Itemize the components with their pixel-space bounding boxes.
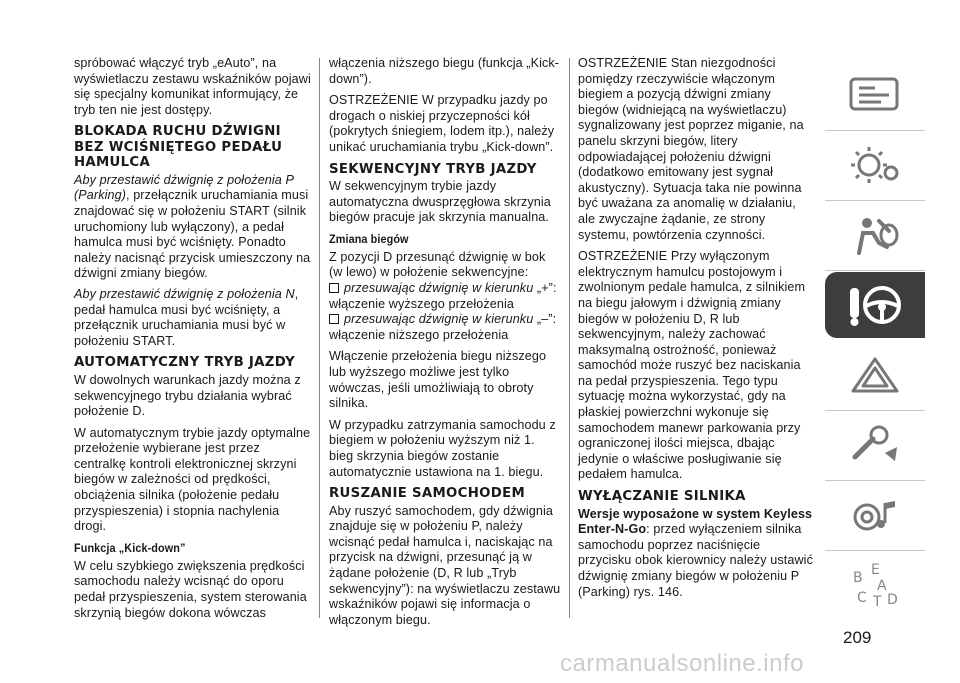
section-heading: WYŁĄCZANIE SILNIKA: [578, 489, 746, 505]
paragraph: Włączenie przełożenia biegu niższego lub wyższego możliwe jest tylko wówczas, jeśli umożliwiają to obroty silnika.: [329, 349, 547, 411]
page-number: 209: [843, 628, 872, 647]
safety-airbag-icon: [845, 213, 905, 257]
tab-emergency[interactable]: [825, 342, 925, 408]
svg-text:C: C: [857, 590, 867, 606]
paragraph-text: , przełącznik uruchamiania musi znajdować się w położeniu START (silnik uruchomiony lub wyłączony), a pedał hamulca musi być wciśnięty. Ponadto należy nacisnąć przycisk umieszczony na dźwigni zmiany biegów.: [74, 188, 311, 281]
italic-text: Aby przestawić dźwignię z położenia N: [74, 287, 295, 302]
tab-maintenance[interactable]: [825, 412, 925, 478]
paragraph: [578, 507, 814, 601]
paragraph: [74, 287, 312, 349]
svg-text:A: A: [877, 578, 887, 594]
bullet-item: [329, 312, 561, 343]
svg-text:T: T: [873, 594, 882, 610]
warning-paragraph: OSTRZEŻENIE Przy wyłączonym elektrycznym hamulcu postojowym i zwolnionym pedale hamulca, z silnikiem na biegu jałowym i dźwignią zmiany biegów w położeniu D, R lub sekwencyjnym, należy zachować maksymalną ostrożność, ponieważ samochód może ruszyć bez naciskania na pedał przyspieszenia. Tego typu sytuację można wykorzystać, gdy na płaskiej powierzchni wykonuje się samochodem manewr parkowania przy ograniczonej ilości miejsca, dbając jedynie o właściwe posługiwanie się pedałem hamulca.: [578, 249, 806, 482]
tab-multimedia[interactable]: [825, 482, 925, 548]
tab-starting-driving[interactable]: [825, 272, 925, 338]
paragraph: W przypadku zatrzymania samochodu z biegiem w położeniu wyższym niż 1. bieg skrzynia biegów zostanie automatycznie ustawiona na 1. biegu.: [329, 417, 556, 479]
paragraph: W dowolnych warunkach jazdy można z sekwencyjnego trybu działania wybrać położenie D.: [74, 372, 301, 419]
multimedia-icon: [845, 493, 905, 537]
tab-separator: [825, 200, 925, 201]
svg-text:B: B: [853, 570, 863, 586]
paragraph: [74, 173, 312, 282]
column-divider: [319, 58, 320, 618]
section-heading: SEKWENCYJNY TRYB JAZDY: [329, 161, 537, 177]
subsection-heading: Zmiana biegów: [329, 231, 409, 246]
tab-separator: [825, 410, 925, 411]
text-column-1: [74, 56, 312, 627]
section-heading: RUSZANIE SAMOCHODEM: [329, 486, 525, 502]
paragraph: W automatycznym trybie jazdy optymalne przełożenie wybierane jest przez centralkę kontroli elektronicznej skrzyni biegów w zależności od prędkości, obciążenia silnika (położenie pedału przyspieszenia) i stopnia nachylenia drogi.: [74, 425, 311, 534]
paragraph: W sekwencyjnym trybie jazdy automatyczna dwusprzęgłowa skrzynia biegów pracuje jak skrzynia manualna.: [329, 179, 551, 225]
steering-wheel-key-icon: [840, 280, 910, 330]
italic-text: przesuwając dźwignię w kierunku: [344, 312, 534, 327]
text-column-2: [329, 56, 561, 634]
tab-lights[interactable]: [825, 132, 925, 198]
warning-emergency-icon: [845, 353, 905, 397]
column-divider: [569, 58, 570, 618]
paragraph: Aby ruszyć samochodem, gdy dźwignia znajduje się w położeniu P, należy wcisnąć pedał hamulca i, naciskając na przycisk na dźwigni, przesunąć ją w żądane położenie (D, R lub „Tryb sekwencyjny”): na wyświetlaczu zestawu wskaźników pojawi się informacja o włączonym biegu.: [329, 503, 561, 627]
watermark: carmanualsonline.info: [560, 650, 804, 677]
bullet-symbol: „+”:: [533, 281, 557, 296]
svg-text:D: D: [887, 592, 898, 608]
bold-text: Wersje wyposażone w system Keyless Enter-N-Go: [578, 506, 813, 537]
dashboard-info-icon: [845, 73, 905, 117]
square-bullet-icon: [329, 314, 339, 324]
section-heading: AUTOMATYCZNY TRYB JAZDY: [74, 355, 296, 371]
italic-text: przesuwając dźwignię w kierunku: [344, 281, 534, 296]
paragraph: W celu szybkiego zwiększenia prędkości samochodu należy wcisnąć do oporu pedał przyspieszenia, system sterowania skrzynią biegów dokona wówczas: [74, 558, 307, 620]
svg-text:E: E: [871, 562, 880, 578]
paragraph-text: : przed wyłączeniem silnika samochodu poprzez naciśnięcie przycisku obok kierownicy należy ustawić dźwignię zmiany biegów w położeniu P (Parking) rys. 146.: [578, 522, 813, 599]
tab-separator: [825, 480, 925, 481]
tab-separator: [825, 550, 925, 551]
paragraph: włączenia niższego biegu (funkcja „Kick-down”).: [329, 56, 560, 86]
chapter-tab-sidebar: [825, 62, 925, 610]
bullet-text: włączenie niższego przełożenia: [329, 327, 509, 342]
bullet-item: [329, 281, 561, 312]
warning-paragraph: OSTRZEŻENIE W przypadku jazdy po drogach o niskiej przyczepności kół (pokrytych śniegiem, lodem itp.), należy unikać uruchamiania trybu „Kick-down”.: [329, 93, 555, 154]
tab-safety[interactable]: [825, 202, 925, 268]
italic-text: Aby przestawić dźwignię z położenia P (Parking): [74, 172, 294, 203]
alphabet-index-icon: [843, 560, 907, 610]
paragraph: spróbować włączyć tryb „eAuto”, na wyświetlaczu zestawu wskaźników pojawi się specjalny komunikat informujący, że tryb ten nie jest dostępy.: [74, 56, 311, 117]
subsection-heading: Funkcja „Kick-down”: [74, 540, 186, 555]
tab-separator: [825, 270, 925, 271]
bullet-text: włączenie wyższego przełożenia: [329, 296, 515, 311]
text-column-3: [578, 56, 814, 606]
tab-index[interactable]: [825, 552, 925, 618]
section-heading: BLOKADA RUCHU DŹWIGNI BEZ WCIŚNIĘTEGO PEDAŁU HAMULCA: [74, 124, 283, 171]
lights-controls-icon: [845, 143, 905, 187]
paragraph-text: , pedał hamulca musi być wciśnięty, a przełącznik uruchamiania musi być w położeniu START.: [74, 287, 299, 348]
maintenance-icon: [845, 423, 905, 467]
paragraph: Z pozycji D przesunąć dźwignię w bok (w lewo) w położenie sekwencyjne:: [329, 249, 546, 280]
warning-paragraph: OSTRZEŻENIE Stan niezgodności pomiędzy rzeczywiście włączonym biegiem a pozycją dźwigni zmiany biegów (widniejącą na wyświetlaczu) sygnalizowany jest poprzez miganie, na panelu skrzyni biegów, litery odpowiadającej położeniu dźwigni (dodatkowo emitowany jest sygnał akustyczny). Sytuacja taka nie powinna być uważana za anomalię w działaniu, ale zwyczajne żądanie, ze strony systemu, powtórzenia czynności.: [578, 56, 804, 242]
square-bullet-icon: [329, 283, 339, 293]
bullet-symbol: „–”:: [533, 312, 557, 327]
tab-dashboard[interactable]: [825, 62, 925, 128]
tab-separator: [825, 130, 925, 131]
